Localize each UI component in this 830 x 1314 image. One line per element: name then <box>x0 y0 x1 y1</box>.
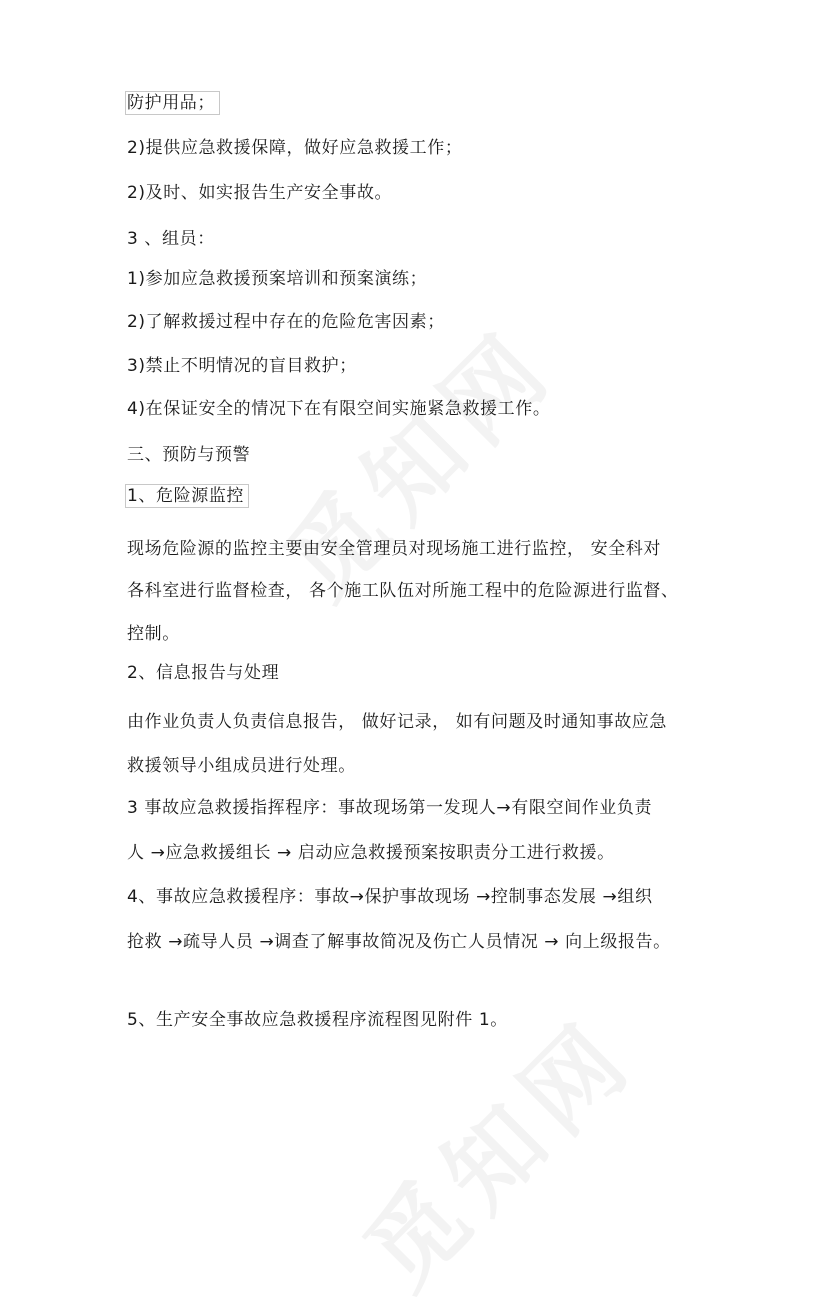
text-line: 人 →应急救援组长 → 启动应急救援预案按职责分工进行救援。 <box>127 843 615 863</box>
text-line: 3)禁止不明情况的盲目救护； <box>127 356 357 376</box>
text-line: 3 、组员： <box>127 229 215 249</box>
boxed-text: 防护用品； <box>125 91 220 115</box>
watermark <box>330 983 660 1313</box>
text-line: 各科室进行监督检查， 各个施工队伍对所施工程中的危险源进行监督、 <box>127 581 679 601</box>
text-line: 2、信息报告与处理 <box>127 663 280 683</box>
text-line: 4、事故应急救援程序：事故→保护事故现场 →控制事态发展 →组织 <box>127 887 653 907</box>
text-line: 2)提供应急救援保障，做好应急救援工作； <box>127 138 463 158</box>
text-line: 2)及时、如实报告生产安全事故。 <box>127 183 393 203</box>
boxed-text: 1、危险源监控 <box>125 484 249 508</box>
text-line: 由作业负责人负责信息报告， 做好记录， 如有问题及时通知事故应急 <box>127 712 668 732</box>
text-line: 现场危险源的监控主要由安全管理员对现场施工进行监控， 安全科对 <box>127 539 662 559</box>
text-line: 控制。 <box>127 624 180 644</box>
text-line: 5、生产安全事故应急救援程序流程图见附件 1。 <box>127 1010 508 1030</box>
text-line: 2)了解救援过程中存在的危险危害因素； <box>127 312 445 332</box>
section-heading: 三、预防与预警 <box>127 445 251 465</box>
text-line: 抢救 →疏导人员 →调查了解事故简况及伤亡人员情况 → 向上级报告。 <box>127 932 671 952</box>
text-line: 救援领导小组成员进行处理。 <box>127 756 356 776</box>
text-line <box>127 92 220 114</box>
text-line: 3 事故应急救援指挥程序：事故现场第一发现人→有限空间作业负责 <box>127 798 653 818</box>
text-line: 4)在保证安全的情况下在有限空间实施紧急救援工作。 <box>127 399 551 419</box>
watermark <box>250 293 580 623</box>
text-line <box>127 485 249 507</box>
text-line: 1)参加应急救援预案培训和预案演练； <box>127 269 428 289</box>
